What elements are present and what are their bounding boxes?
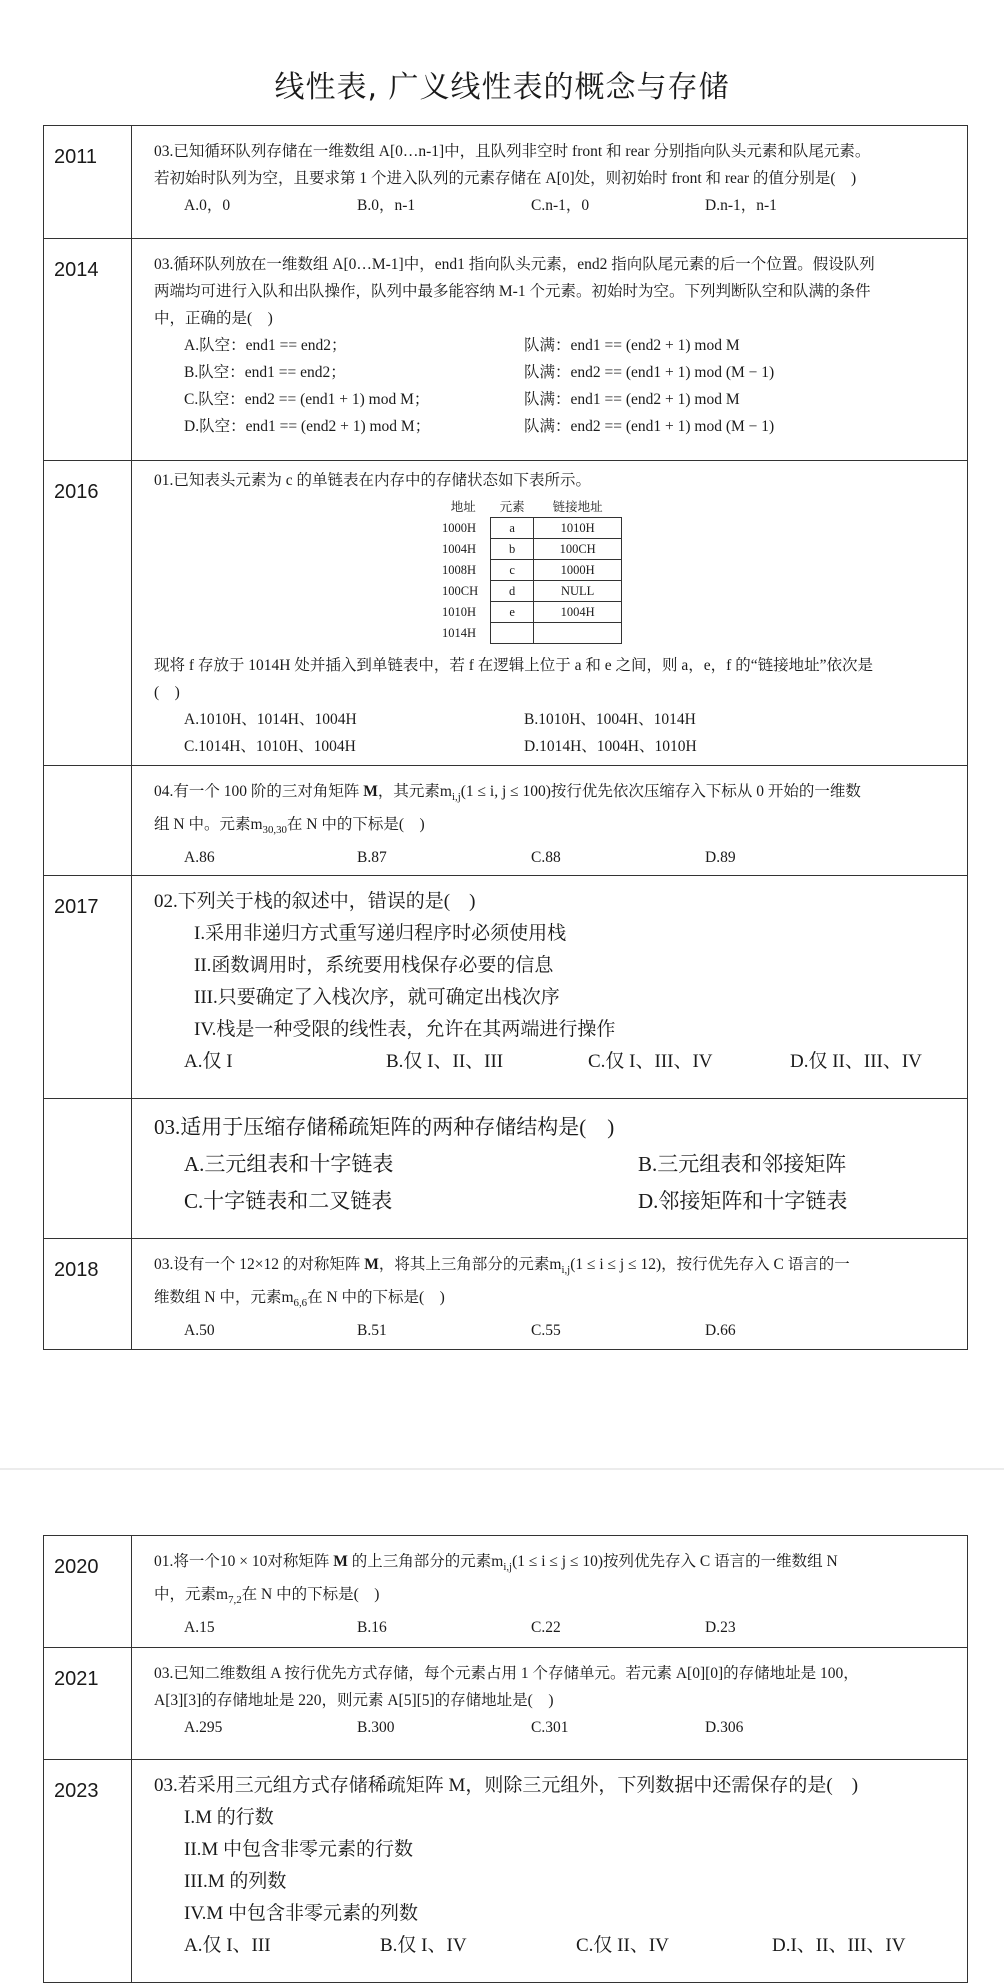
question-cell (132, 766, 967, 875)
mem-addr: 100CH (442, 583, 479, 598)
question-row-2014 (44, 239, 967, 461)
option-b: B.仅 I、II、III (386, 1051, 504, 1072)
text-part: ，将其上三角部分的元素m (378, 1256, 562, 1273)
question-cell (132, 239, 967, 460)
option-c: C.仅 II、IV (576, 1935, 669, 1956)
question-text: 03.适用于压缩存储稀疏矩阵的两种存储结构是( ) (154, 1115, 615, 1139)
mem-header-addr: 地址 (450, 500, 476, 515)
question-cell (132, 1760, 967, 1982)
text-part: 01.将一个10 × 10对称矩阵 (154, 1553, 334, 1570)
question-row-2017-b (44, 1099, 967, 1239)
answer-options (154, 1930, 951, 1962)
mem-header-link: 链接地址 (552, 500, 603, 514)
question-text: ( ) (154, 684, 180, 701)
mem-link: 1010H (534, 518, 622, 539)
answer-options (154, 844, 951, 871)
question-text: 01.已知表头元素为 c 的单链表在内存中的存储状态如下表所示。 (154, 472, 592, 489)
option-c-full: 队满：end1 == (end2 + 1) mod M (524, 391, 740, 408)
memory-row (436, 539, 622, 560)
option-d: D.仅 II、III、IV (790, 1051, 922, 1072)
subscript: i,j (451, 791, 461, 804)
question-cell (132, 461, 967, 765)
question-text (154, 1251, 951, 1284)
option-b: B.300 (357, 1719, 395, 1736)
text-part: 组 N 中。元素m (154, 816, 263, 834)
mem-elem: b (491, 539, 534, 560)
statement-item: II.M 中包含非零元素的行数 (184, 1839, 414, 1860)
question-text: 03.若采用三元组方式存储稀疏矩阵 M，则除三元组外，下列数据中还需保存的是( ) (154, 1775, 859, 1796)
mem-header-elem: 元素 (499, 500, 525, 514)
text-part: 在 N 中的下标是( ) (307, 1289, 445, 1307)
mem-link: 1000H (534, 560, 622, 581)
question-text: 若初始时队列为空，且要求第 1 个进入队列的元素存储在 A[0]处，则初始时 front 和 rear 的值分别是( ) (154, 170, 857, 187)
question-cell (132, 1239, 967, 1349)
answer-options (154, 706, 951, 760)
option-b: B.三元组表和邻接矩阵 (638, 1152, 847, 1176)
mem-elem: c (491, 560, 534, 581)
option-a: A.86 (184, 849, 215, 867)
question-row-2021 (44, 1648, 967, 1760)
option-c: C.301 (531, 1719, 569, 1736)
option-d: D.89 (705, 849, 736, 867)
mem-elem: a (491, 518, 534, 539)
answer-options (154, 1146, 951, 1220)
subscript: 7,2 (228, 1594, 242, 1607)
subscript: 6,6 (293, 1297, 308, 1310)
year-cell (44, 766, 132, 875)
question-cell (132, 1536, 967, 1647)
question-text: 03.循环队列放在一维数组 A[0…M-1]中，end1 指向队头元素，end2 指向队尾元素的后一个位置。假设队列 (154, 256, 875, 273)
option-c-empty: C.队空：end2 == (end1 + 1) mod M； (184, 391, 430, 408)
option-d: D.I、II、III、IV (772, 1935, 906, 1956)
matrix-name: M (364, 1256, 379, 1273)
mem-addr: 1010H (442, 604, 477, 619)
question-row-2023 (44, 1760, 967, 1982)
memory-row (436, 560, 622, 581)
year-cell: 2011 (44, 126, 132, 238)
text-part: 03.设有一个 12×12 的对称矩阵 (154, 1256, 365, 1273)
page-separator (0, 1468, 1004, 1470)
option-c: C.十字链表和二叉链表 (184, 1189, 393, 1213)
option-d: D.n-1，n-1 (705, 197, 777, 214)
question-text: 中，正确的是( ) (154, 310, 273, 327)
statement-item: III.M 的列数 (184, 1871, 287, 1892)
question-text: 两端均可进行入队和出队操作，队列中最多能容纳 M-1 个元素。初始时为空。下列判断队空和队满的条件 (154, 283, 871, 300)
answer-options (154, 1046, 951, 1078)
year-cell: 2020 (44, 1536, 132, 1647)
option-a: A.1010H、1014H、1004H (184, 711, 357, 728)
text-part: 的上三角部分的元素m (347, 1553, 504, 1570)
mem-link: 1004H (534, 602, 622, 623)
text-part: (1 ≤ i ≤ j ≤ 10)按列优先存入 C 语言的一维数组 N (512, 1553, 838, 1570)
mem-link: NULL (534, 581, 622, 602)
question-cell (132, 126, 967, 238)
year-cell: 2021 (44, 1648, 132, 1759)
mem-elem (491, 623, 534, 644)
option-b: B.51 (357, 1322, 387, 1340)
mem-addr: 1000H (442, 520, 477, 535)
option-d: D.邻接矩阵和十字链表 (638, 1189, 848, 1213)
mem-elem: e (491, 602, 534, 623)
mem-addr: 1004H (442, 541, 477, 556)
option-a: A.三元组表和十字链表 (184, 1152, 394, 1176)
option-d: D.1014H、1004H、1010H (524, 738, 697, 755)
option-d-full: 队满：end2 == (end1 + 1) mod (M − 1) (524, 418, 775, 435)
option-a-empty: A.队空：end1 == end2； (184, 337, 347, 354)
option-b-full: 队满：end2 == (end1 + 1) mod (M − 1) (524, 364, 775, 381)
statement-item: I.M 的行数 (184, 1807, 274, 1828)
matrix-name: M (333, 1553, 348, 1570)
question-text (154, 1581, 951, 1614)
option-b: B.87 (357, 849, 387, 867)
mem-addr: 1014H (442, 625, 477, 640)
memory-row (436, 602, 622, 623)
option-c: C.88 (531, 849, 561, 867)
question-row-2011 (44, 126, 967, 239)
answer-options (154, 1714, 951, 1741)
option-d: D.66 (705, 1322, 736, 1340)
question-text (154, 1548, 951, 1581)
question-cell (132, 876, 967, 1098)
question-text: 03.已知二维数组 A 按行优先方式存储，每个元素占用 1 个存储单元。若元素 A[0][0]的存储地址是 100， (154, 1665, 859, 1682)
option-b: B.0，n-1 (357, 197, 416, 214)
option-a-full: 队满：end1 == (end2 + 1) mod M (524, 337, 740, 354)
memory-row (436, 518, 622, 539)
question-row-2016 (44, 461, 967, 766)
text-part: ，其元素m (377, 783, 452, 800)
page-title: 线性表, 广义线性表的概念与存储 (274, 70, 730, 105)
text-part: 维数组 N 中，元素m (154, 1289, 294, 1307)
memory-row (436, 581, 622, 602)
question-text: 现将 f 存放于 1014H 处并插入到单链表中，若 f 在逻辑上位于 a 和 e 之间，则 a，e，f 的“链接地址”依次是 (154, 657, 873, 674)
option-b-empty: B.队空：end1 == end2； (184, 364, 346, 381)
mem-elem: d (491, 581, 534, 602)
year-cell: 2023 (44, 1760, 132, 1982)
year-cell (44, 1099, 132, 1238)
question-text: 03.已知循环队列存储在一维数组 A[0…n-1]中，且队列非空时 front 和 rear 分别指向队头元素和队尾元素。 (154, 143, 871, 160)
question-row-2020 (44, 1536, 967, 1648)
question-row-2017 (44, 876, 967, 1099)
text-part: (1 ≤ i ≤ j ≤ 12)，按行优先存入 C 语言的一 (570, 1256, 850, 1273)
option-c: C.1014H、1010H、1004H (184, 738, 356, 755)
text-part: 在 N 中的下标是( ) (286, 816, 425, 834)
option-c: C.n-1，0 (531, 197, 590, 214)
question-text (154, 778, 951, 811)
option-b: B.1010H、1004H、1014H (524, 711, 696, 728)
text-part: (1 ≤ i, j ≤ 100)按行优先依次压缩存入下标从 0 开始的一维数 (460, 783, 861, 800)
option-c: C.仅 I、III、IV (588, 1051, 713, 1072)
option-c: C.55 (531, 1322, 561, 1340)
question-row-2018 (44, 1239, 967, 1349)
statement-item: IV.栈是一种受限的线性表，允许在其两端进行操作 (194, 1019, 616, 1040)
question-text (154, 1284, 951, 1317)
option-d: D.23 (705, 1619, 736, 1637)
answer-options (154, 192, 951, 219)
text-part: 04.有一个 100 阶的三对角矩阵 (154, 783, 364, 800)
answer-options (154, 332, 951, 440)
year-cell: 2018 (44, 1239, 132, 1349)
option-d-empty: D.队空：end1 == (end2 + 1) mod M； (184, 418, 431, 435)
option-a: A.50 (184, 1322, 215, 1340)
statement-item: IV.M 中包含非零元素的列数 (184, 1903, 418, 1924)
memory-table (436, 498, 622, 644)
option-a: A.15 (184, 1619, 215, 1637)
question-text: A[3][3]的存储地址是 220，则元素 A[5][5]的存储地址是( ) (154, 1692, 554, 1709)
subscript: i,j (561, 1264, 571, 1277)
memory-row (436, 623, 622, 644)
subscript: i,j (503, 1561, 513, 1574)
text-part: 中，元素m (154, 1586, 229, 1604)
mem-addr: 1008H (442, 562, 477, 577)
question-text: 02.下列关于栈的叙述中，错误的是( ) (154, 891, 476, 912)
matrix-name: M (363, 783, 378, 800)
option-a: A.仅 I、III (184, 1935, 271, 1956)
option-b: B.16 (357, 1619, 387, 1637)
question-cell (132, 1648, 967, 1759)
statement-item: II.函数调用时，系统要用栈保存必要的信息 (194, 955, 554, 976)
question-text (154, 811, 951, 844)
answer-options (154, 1317, 951, 1344)
option-b: B.仅 I、IV (380, 1935, 467, 1956)
exam-table-2 (43, 1535, 968, 1983)
option-d: D.306 (705, 1719, 744, 1736)
question-row-2016-b (44, 766, 967, 876)
year-cell: 2016 (44, 461, 132, 765)
option-a: A.0，0 (184, 197, 231, 214)
option-c: C.22 (531, 1619, 561, 1637)
statement-item: I.采用非递归方式重写递归程序时必须使用栈 (194, 923, 567, 944)
subscript: 30,30 (262, 824, 287, 837)
mem-link (534, 623, 622, 644)
option-a: A.仅 I (184, 1051, 233, 1072)
mem-link: 100CH (534, 539, 622, 560)
year-cell: 2014 (44, 239, 132, 460)
text-part: 在 N 中的下标是( ) (241, 1586, 380, 1604)
statement-item: III.只要确定了入栈次序，就可确定出栈次序 (194, 987, 560, 1008)
exam-table-1 (43, 125, 968, 1350)
year-cell: 2017 (44, 876, 132, 1098)
question-cell (132, 1099, 967, 1238)
answer-options (154, 1614, 951, 1641)
option-a: A.295 (184, 1719, 223, 1736)
